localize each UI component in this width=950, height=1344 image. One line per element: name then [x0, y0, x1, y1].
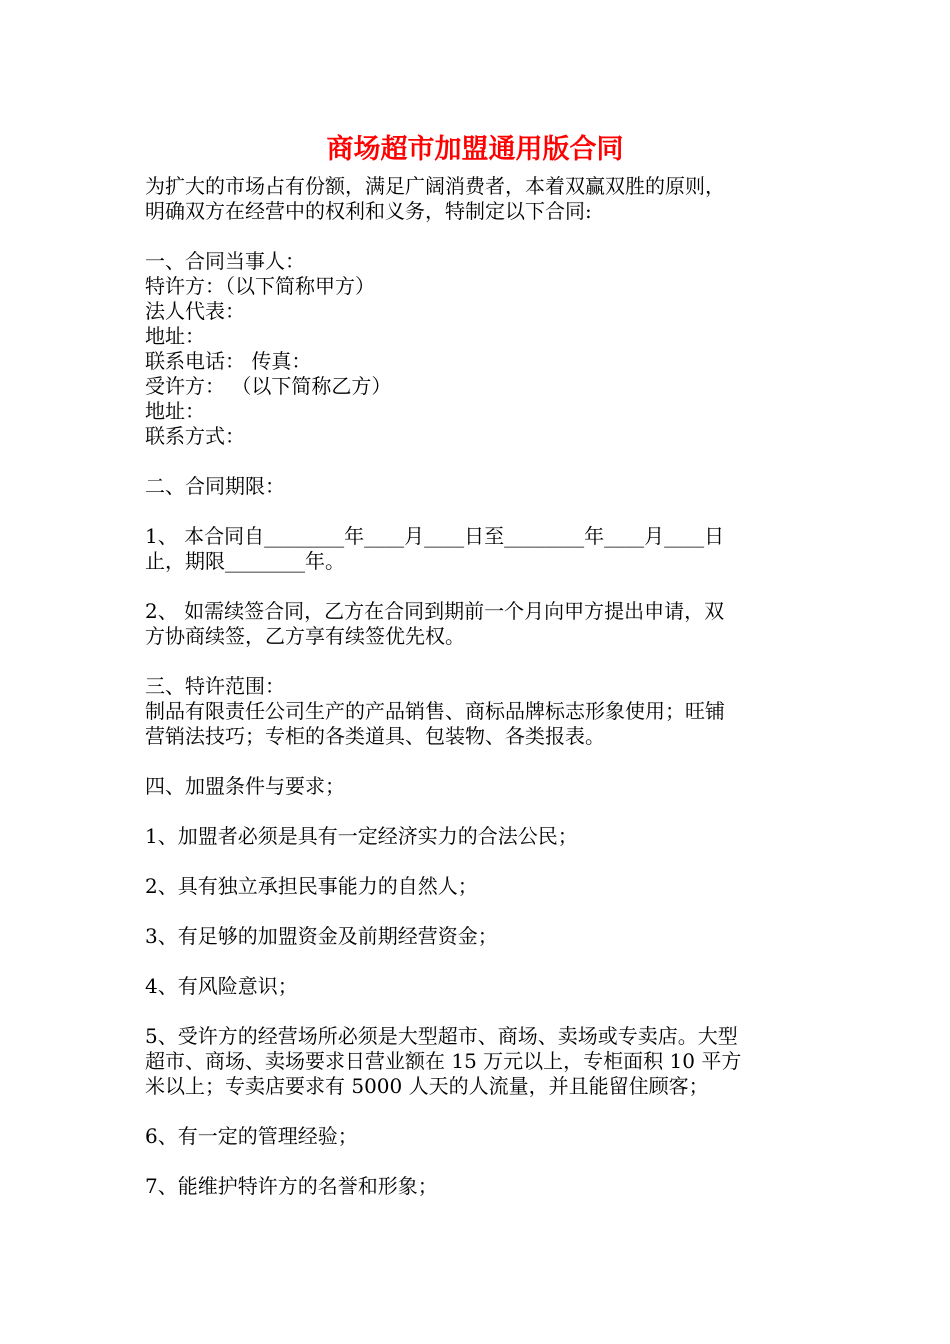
document-title: 商场超市加盟通用版合同 — [326, 134, 624, 165]
paragraph-gap — [145, 999, 810, 1024]
paragraph-gap — [145, 899, 810, 924]
paragraph-gap — [145, 749, 810, 774]
section-heading: 四、加盟条件与要求； — [145, 774, 345, 798]
paragraph-gap — [145, 649, 810, 674]
paragraph-gap — [145, 449, 810, 474]
paragraph-gap — [145, 849, 810, 874]
paragraph-gap — [145, 574, 810, 599]
party-line: 地址： — [145, 399, 205, 423]
paragraph-gap — [145, 799, 810, 824]
section-heading: 二、合同期限： — [145, 474, 285, 498]
party-line: 地址： — [145, 324, 205, 348]
term-item-line: 方协商续签，乙方享有续签优先权。 — [145, 624, 465, 648]
paragraph-gap — [145, 1149, 810, 1174]
condition-line: 6、有一定的管理经验； — [145, 1124, 358, 1148]
paragraph-gap — [145, 224, 810, 249]
party-line: 受许方： （以下简称乙方） — [145, 374, 392, 398]
condition-line: 4、有风险意识； — [145, 974, 298, 998]
scope-line: 营销法技巧；专柜的各类道具、包装物、各类报表。 — [145, 724, 605, 748]
document-body — [145, 174, 810, 1199]
section-heading: 一、合同当事人： — [145, 249, 305, 273]
section-heading: 三、特许范围： — [145, 674, 285, 698]
party-line: 联系方式： — [145, 424, 245, 448]
condition-line: 3、有足够的加盟资金及前期经营资金； — [145, 924, 498, 948]
term-item-line: 2、 如需续签合同，乙方在合同到期前一个月向甲方提出申请，双 — [145, 599, 725, 623]
condition-line: 米以上；专卖店要求有 5000 人天的人流量，并且能留住顾客； — [145, 1074, 709, 1098]
paragraph-gap — [145, 1099, 810, 1124]
condition-line: 超市、商场、卖场要求日营业额在 15 万元以上，专柜面积 10 平方 — [145, 1049, 742, 1073]
intro-line: 为扩大的市场占有份额，满足广阔消费者，本着双赢双胜的原则， — [145, 174, 725, 198]
scope-line: 制品有限责任公司生产的产品销售、商标品牌标志形象使用；旺铺 — [145, 699, 725, 723]
intro-line: 明确双方在经营中的权利和义务，特制定以下合同: — [145, 199, 592, 223]
party-line: 法人代表： — [145, 299, 245, 323]
condition-line: 7、能维护特许方的名誉和形象； — [145, 1174, 438, 1198]
term-item-line: 止，期限________年。 — [145, 549, 345, 573]
party-line: 特许方：（以下简称甲方） — [145, 274, 375, 298]
paragraph-gap — [145, 499, 810, 524]
condition-line: 1、加盟者必须是具有一定经济实力的合法公民； — [145, 824, 578, 848]
condition-line: 2、具有独立承担民事能力的自然人； — [145, 874, 478, 898]
paragraph-gap — [145, 949, 810, 974]
condition-line: 5、受许方的经营场所必须是大型超市、商场、卖场或专卖店。大型 — [145, 1024, 738, 1048]
party-line: 联系电话： 传真： — [145, 349, 312, 373]
term-item-line: 1、 本合同自________年____月____日至________年____月____日 — [145, 524, 725, 548]
